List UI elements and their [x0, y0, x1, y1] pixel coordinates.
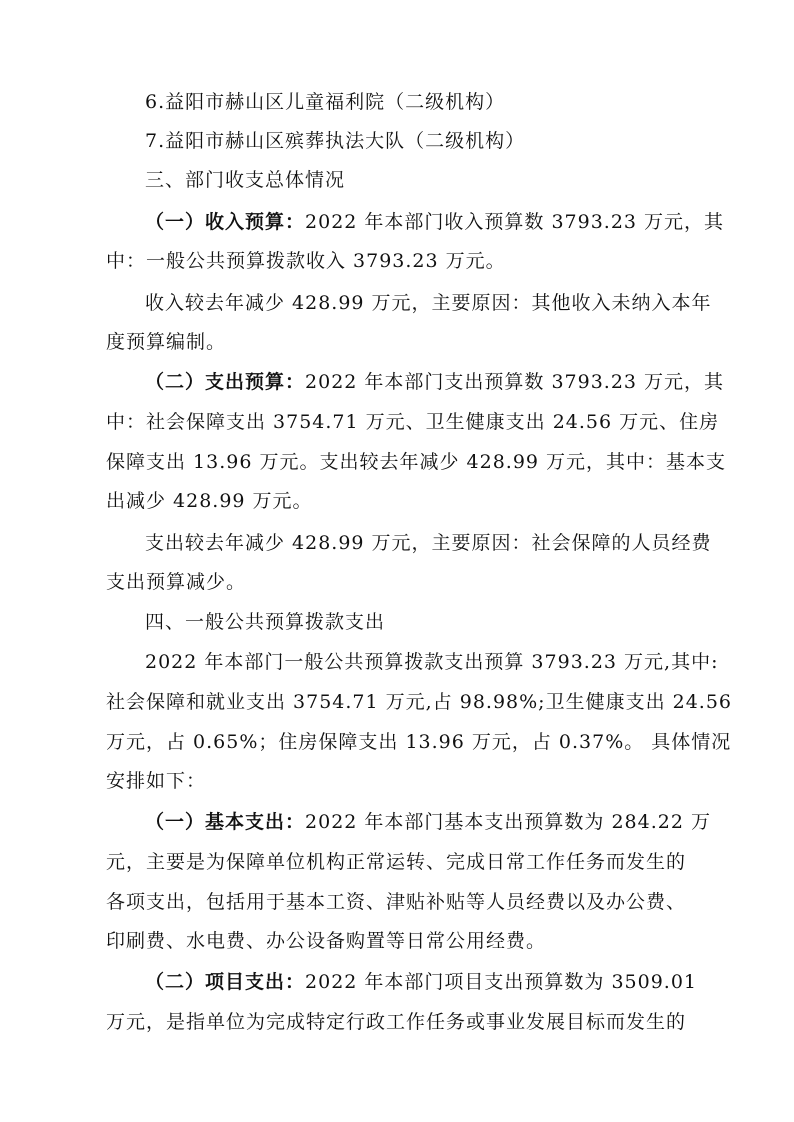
sec4-line1: 2022 年本部门一般公共预算拨款支出预算 3793.23 万元,其中:: [145, 651, 719, 673]
income-reason-line1: 收入较去年减少 428.99 万元，主要原因：其他收入未纳入本年: [145, 292, 712, 314]
expense-reason-line2: 支出预算减少。: [106, 571, 247, 593]
expense-para-line3: 保障支出 13.96 万元。支出较去年减少 428.99 万元，其中：基本支: [106, 451, 727, 473]
basic-text: 2022 年本部门基本支出预算数为 284.22 万: [305, 811, 711, 833]
income-text: 2022 年本部门收入预算数 3793.23 万元，其: [305, 211, 725, 233]
expense-reason-line1: 支出较去年减少 428.99 万元，主要原因：社会保障的人员经费: [145, 532, 712, 554]
expense-para-line1: [145, 368, 774, 396]
basic-para-line3: 各项支出，包括用于基本工资、津贴补贴等人员经费以及办公费、: [106, 891, 687, 913]
income-para-line2: 中：一般公共预算拨款收入 3793.23 万元。: [106, 250, 506, 272]
project-label: （二）项目支出：: [145, 971, 306, 993]
list-item-children-welfare: 6.益阳市赫山区儿童福利院（二级机构）: [145, 91, 506, 113]
expense-para-line4: 出减少 428.99 万元。: [106, 490, 313, 512]
project-para-line1: [145, 968, 774, 996]
income-label: （一）收入预算：: [145, 211, 306, 233]
expense-para-line2: 中：社会保障支出 3754.71 万元、卫生健康支出 24.56 万元、住房: [106, 411, 720, 433]
list-item-funeral-enforcement: 7.益阳市赫山区殡葬执法大队（二级机构）: [145, 130, 526, 152]
project-para-line2: 万元，是指单位为完成特定行政工作任务或事业发展目标而发生的: [106, 1011, 687, 1033]
sec4-line2: 社会保障和就业支出 3754.71 万元,占 98.98%;卫生健康支出 24.56: [106, 691, 733, 713]
expense-label: （二）支出预算：: [145, 371, 306, 393]
expense-text: 2022 年本部门支出预算数 3793.23 万元，其: [305, 371, 725, 393]
sec4-line3: 万元，占 0.65%；住房保障支出 13.96 万元，占 0.37%。 具体情况: [106, 731, 732, 753]
basic-para-line1: [145, 808, 774, 836]
section-title-4: 四、一般公共预算拨款支出: [145, 611, 386, 633]
basic-label: （一）基本支出：: [145, 811, 306, 833]
sec4-line4: 安排如下：: [106, 770, 207, 792]
section-title-3: 三、部门收支总体情况: [145, 169, 346, 191]
basic-para-line2: 元，主要是为保障单位机构正常运转、完成日常工作任务而发生的: [106, 851, 687, 873]
income-para-line1: [145, 208, 774, 236]
project-text: 2022 年本部门项目支出预算数为 3509.01: [305, 971, 698, 993]
income-reason-line2: 度预算编制。: [106, 331, 227, 353]
basic-para-line4: 印刷费、水电费、办公设备购置等日常公用经费。: [106, 930, 547, 952]
